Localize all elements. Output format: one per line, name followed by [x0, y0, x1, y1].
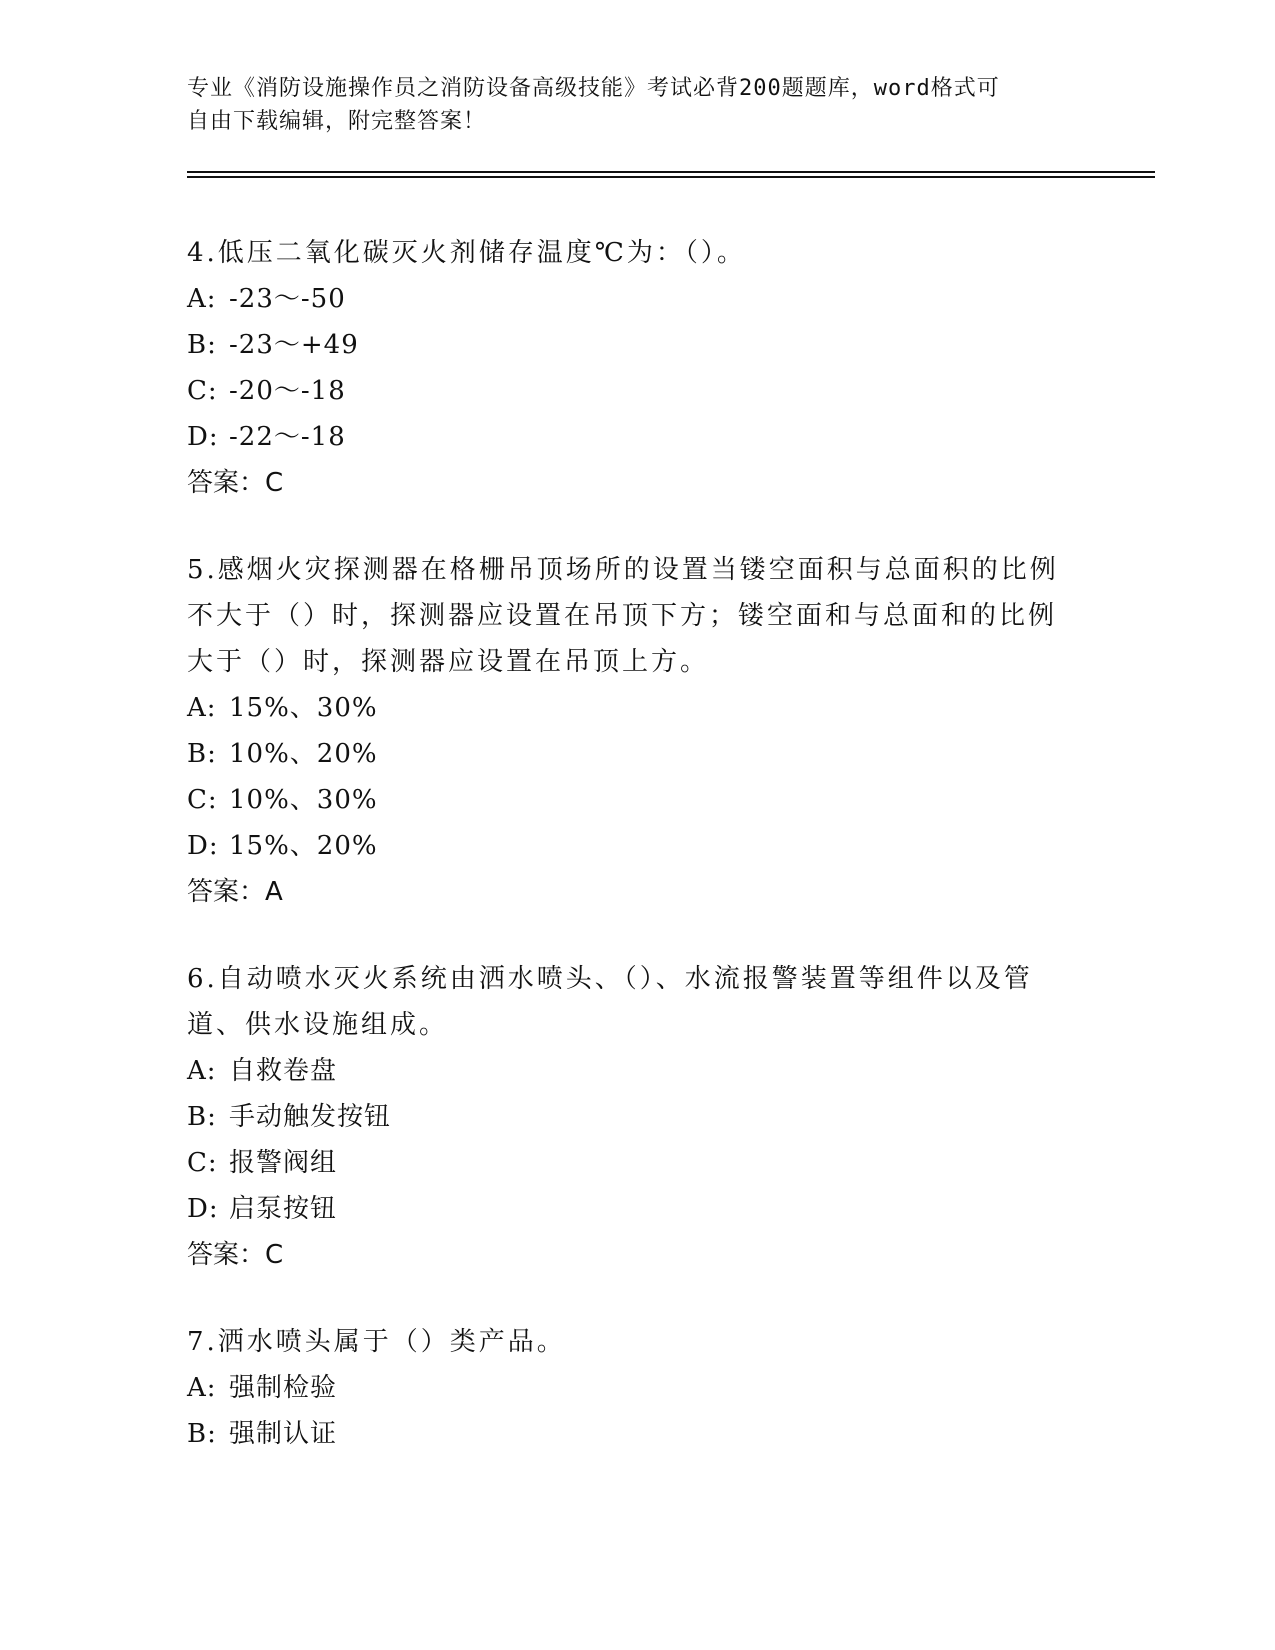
option-letter: B:	[187, 1419, 217, 1449]
option-text: 报警阀组	[229, 1148, 338, 1178]
option-letter: D:	[187, 831, 219, 861]
answer-option	[187, 731, 1067, 777]
document-header	[187, 72, 1067, 138]
question-block	[187, 547, 1067, 915]
option-text: 10%、20%	[229, 739, 378, 769]
option-text: 强制认证	[229, 1419, 338, 1449]
option-letter: A:	[187, 1373, 217, 1403]
option-letter: C:	[187, 1148, 218, 1178]
question-list	[187, 230, 1067, 1498]
option-text: 启泵按钮	[229, 1194, 338, 1224]
question-stem-line: 道、供水设施组成。	[187, 1010, 449, 1040]
option-letter: B:	[187, 1102, 217, 1132]
option-text: 自救卷盘	[229, 1056, 338, 1086]
option-letter: D:	[187, 422, 219, 452]
header-line-2: 自由下载编辑，附完整答案！	[187, 109, 487, 134]
option-text: 15%、30%	[229, 693, 378, 723]
question-block	[187, 956, 1067, 1278]
option-letter: C:	[187, 785, 218, 815]
answer-option	[187, 823, 1067, 869]
question-stem-line: 不大于（）时，探测器应设置在吊顶下方；镂空面和与总面和的比例	[187, 601, 1058, 631]
answer-option	[187, 368, 1067, 414]
option-text: 10%、30%	[229, 785, 378, 815]
option-text: 15%、20%	[229, 831, 378, 861]
option-text: -20～-18	[229, 376, 346, 406]
answer-key: 答案：A	[187, 877, 283, 907]
option-text: 强制检验	[229, 1373, 338, 1403]
option-text: -23～+49	[229, 330, 359, 360]
question-stem-line: 7.洒水喷头属于（）类产品。	[187, 1327, 566, 1357]
option-letter: A:	[187, 284, 217, 314]
answer-option	[187, 1140, 1067, 1186]
question-stem-line: 5.感烟火灾探测器在格栅吊顶场所的设置当镂空面积与总面积的比例	[187, 555, 1059, 585]
answer-key: 答案：C	[187, 1240, 284, 1270]
option-text: -23～-50	[229, 284, 346, 314]
answer-option	[187, 1365, 1067, 1411]
answer-key: 答案：C	[187, 468, 284, 498]
option-letter: B:	[187, 739, 217, 769]
answer-option	[187, 276, 1067, 322]
answer-option	[187, 322, 1067, 368]
answer-option	[187, 1411, 1067, 1457]
question-block	[187, 1319, 1067, 1457]
option-letter: A:	[187, 693, 217, 723]
question-stem-line: 大于（）时，探测器应设置在吊顶上方。	[187, 647, 710, 677]
question-stem-line: 4.低压二氧化碳灭火剂储存温度℃为：（）。	[187, 238, 746, 268]
answer-option	[187, 1094, 1067, 1140]
option-letter: D:	[187, 1194, 219, 1224]
header-rule-bottom	[187, 176, 1155, 178]
question-block	[187, 230, 1067, 506]
header-rule-top	[187, 171, 1155, 173]
answer-option	[187, 685, 1067, 731]
option-text: 手动触发按钮	[229, 1102, 392, 1132]
answer-option	[187, 414, 1067, 460]
answer-option	[187, 1186, 1067, 1232]
answer-option	[187, 777, 1067, 823]
option-letter: A:	[187, 1056, 217, 1086]
answer-option	[187, 1048, 1067, 1094]
option-letter: B:	[187, 330, 217, 360]
header-line-1: 专业《消防设施操作员之消防设备高级技能》考试必背200题题库，word格式可	[187, 76, 1000, 101]
option-letter: C:	[187, 376, 218, 406]
option-text: -22～-18	[229, 422, 346, 452]
question-stem-line: 6.自动喷水灭火系统由洒水喷头、（）、水流报警装置等组件以及管	[187, 964, 1033, 994]
